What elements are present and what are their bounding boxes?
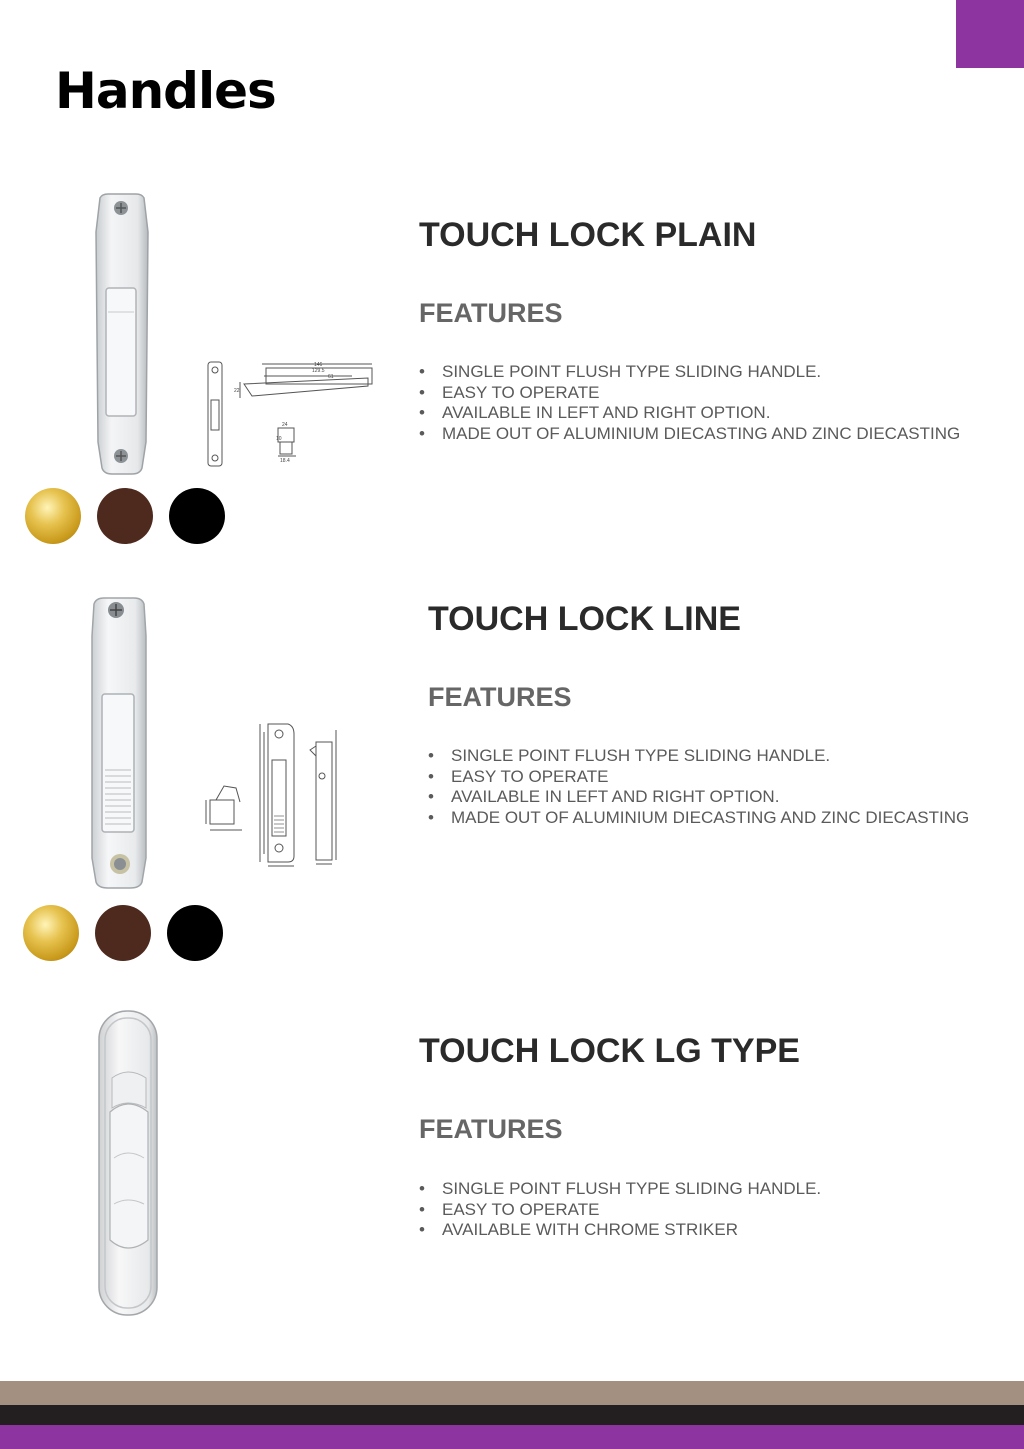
features-heading: FEATURES [428,682,572,712]
finish-swatch-brown [97,488,153,544]
drawing-label: 10 [276,436,282,442]
feature-item: • SINGLE POINT FLUSH TYPE SLIDING HANDLE. [419,1179,821,1200]
page-title: Handles [55,62,276,120]
finish-swatch-black [167,905,223,961]
feature-item: • AVAILABLE IN LEFT AND RIGHT OPTION. [419,403,960,424]
feature-list [419,362,960,444]
product-name: TOUCH LOCK LINE [428,600,741,638]
feature-item: • SINGLE POINT FLUSH TYPE SLIDING HANDLE. [428,746,969,767]
drawing-label: 146 [314,362,323,368]
feature-item: • AVAILABLE WITH CHROME STRIKER [419,1220,821,1241]
feature-item: • EASY TO OPERATE [419,383,960,404]
finish-swatch-gold [25,488,81,544]
product-name: TOUCH LOCK LG TYPE [419,1032,800,1070]
drawing-label: 18.4 [280,458,290,464]
drawing-label: 129.5 [312,368,325,374]
footer-band-dark [0,1405,1024,1425]
finish-swatch-gold [23,905,79,961]
corner-accent-tab [956,0,1024,68]
touch-lock-plain-technical-drawing [204,356,376,468]
touch-lock-plain-handle-image [92,192,152,476]
feature-item: • MADE OUT OF ALUMINIUM DIECASTING AND ZINC DIECASTING [419,424,960,445]
feature-item: • MADE OUT OF ALUMINIUM DIECASTING AND ZINC DIECASTING [428,808,969,829]
features-heading: FEATURES [419,298,563,328]
finish-swatch-black [169,488,225,544]
touch-lock-line-technical-drawing [202,720,350,870]
drawing-label: 61 [328,374,334,380]
feature-item: • EASY TO OPERATE [428,767,969,788]
product-name: TOUCH LOCK PLAIN [419,216,757,254]
footer-band-purple [0,1425,1024,1449]
feature-list [419,1179,821,1241]
touch-lock-lg-type-handle-image [96,1008,162,1318]
touch-lock-line-handle-image [88,596,152,890]
finish-swatch-brown [95,905,151,961]
feature-item: • AVAILABLE IN LEFT AND RIGHT OPTION. [428,787,969,808]
feature-list [428,746,969,828]
features-heading: FEATURES [419,1114,563,1144]
footer-band-tan [0,1381,1024,1405]
drawing-label: 22 [234,388,240,394]
drawing-label: 24 [282,422,288,428]
feature-item: • EASY TO OPERATE [419,1200,821,1221]
feature-item: • SINGLE POINT FLUSH TYPE SLIDING HANDLE. [419,362,960,383]
